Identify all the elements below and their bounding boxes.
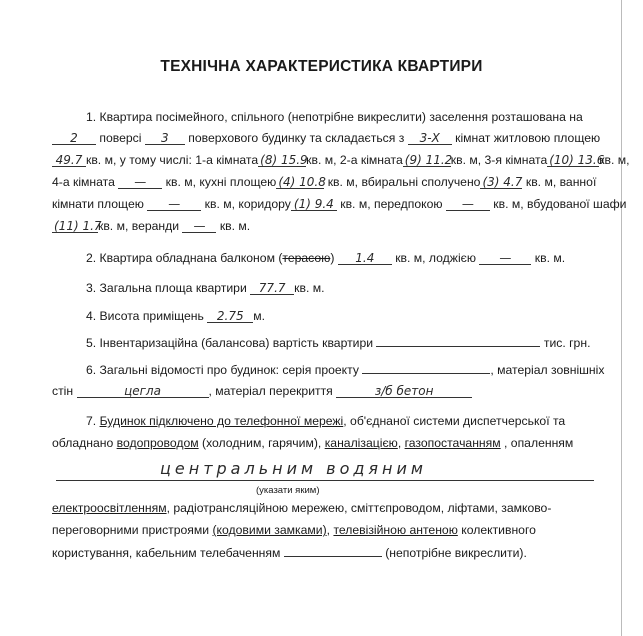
p1-line-3: 49.7 кв. м, у тому числі: 1-а кімната (8) 15.9кв. м, 2-а кімната (9) 11.2кв. м, 3-я кімната (10) 13.6кв. м, bbox=[52, 153, 630, 167]
p7-line-4: електроосвітленням, радіотрансляційною мережею, сміттєпроводом, ліфтами, замково- bbox=[52, 501, 552, 515]
bath-value: — bbox=[147, 198, 201, 211]
p3-line: 3. Загальна площа квартири 77.7 кв. м. bbox=[86, 281, 325, 295]
p1-line-6: (11) 1.7кв. м, веранди — кв. м. bbox=[54, 219, 251, 233]
series-blank bbox=[362, 362, 490, 374]
p7-line-5: переговорними пристроями (кодовими замками), телевізійною антеною колективного bbox=[52, 523, 536, 537]
room1-value: (8) 15.9 bbox=[260, 153, 308, 167]
room3-value: (10) 13.6 bbox=[549, 153, 605, 167]
value-blank bbox=[376, 335, 540, 347]
height-value: 2.75 bbox=[207, 310, 253, 323]
veranda-value: — bbox=[182, 220, 216, 233]
heating-value: центральним водяним bbox=[160, 459, 427, 478]
p4-line: 4. Висота приміщень 2.75 м. bbox=[86, 309, 266, 323]
heating-hint: (указати яким) bbox=[256, 485, 320, 496]
total-area-value: 77.7 bbox=[250, 282, 294, 295]
room4-value: — bbox=[118, 176, 162, 189]
wc-value: (3) 4.7 bbox=[482, 175, 523, 189]
p1-line-2: 2 поверсі 3 поверхового будинку та складається з 3-Х кімнат житловою площею bbox=[52, 131, 600, 145]
heating-underline bbox=[56, 480, 594, 481]
closet-value: (11) 1.7 bbox=[54, 219, 102, 233]
corridor-value: (1) 9.4 bbox=[291, 198, 337, 211]
p1-line-4: 4-а кімната — кв. м, кухні площею (4) 10.8 кв. м, вбиральні сполучено (3) 4.7 кв. м, ванної bbox=[52, 175, 597, 189]
hall-value: — bbox=[446, 198, 490, 211]
balcony-value: 1.4 bbox=[338, 252, 392, 265]
p7-line-2: обладнано водопроводом (холодним, гарячим), каналізацією, газопостачанням , опаленням bbox=[52, 436, 574, 450]
p7-line-1: 7. Будинок підключено до телефонної мережі, об'єднаної системи диспетчерської та bbox=[86, 414, 566, 428]
heating-handwritten bbox=[160, 459, 427, 478]
p7-line-6: користування, кабельним телебаченням (непотрібне викреслити). bbox=[52, 546, 527, 560]
rooms-value: 3-Х bbox=[408, 132, 452, 145]
p1-line-1: 1. Квартира посімейного, спільного (непотрібне викреслити) заселення розташована на bbox=[86, 110, 583, 124]
living-area-value: 49.7 bbox=[52, 154, 86, 167]
floor-value: 2 bbox=[52, 132, 96, 145]
p6-line-1: 6. Загальні відомості про будинок: серія проекту , матеріал зовнішніх bbox=[86, 363, 605, 377]
kitchen-value: (4) 10.8 bbox=[278, 175, 326, 189]
p1-line-5: кімнати площею — кв. м, коридору (1) 9.4 кв. м, передпокою — кв. м, вбудованої шафи bbox=[52, 197, 627, 211]
p2-line: 2. Квартира обладнана балконом (терасою) 1.4 кв. м, лоджією — кв. м. bbox=[86, 251, 566, 265]
p5-line: 5. Інвентаризаційна (балансова) вартість квартири тис. грн. bbox=[86, 336, 591, 350]
strikethrough-text: терасою bbox=[282, 251, 331, 265]
floors-material-value: з/б бетон bbox=[336, 385, 472, 398]
walls-material-value: цегла bbox=[77, 385, 209, 398]
document-title: ТЕХНІЧНА ХАРАКТЕРИСТИКА КВАРТИРИ bbox=[160, 58, 483, 75]
loggia-value: — bbox=[479, 252, 531, 265]
cable-tv-blank bbox=[284, 545, 382, 557]
room2-value: (9) 11.2 bbox=[404, 153, 453, 167]
scan-edge-line bbox=[621, 0, 622, 636]
p6-line-2: стін цегла , матеріал перекриття з/б бетон bbox=[52, 384, 472, 398]
storeys-value: 3 bbox=[145, 132, 185, 145]
